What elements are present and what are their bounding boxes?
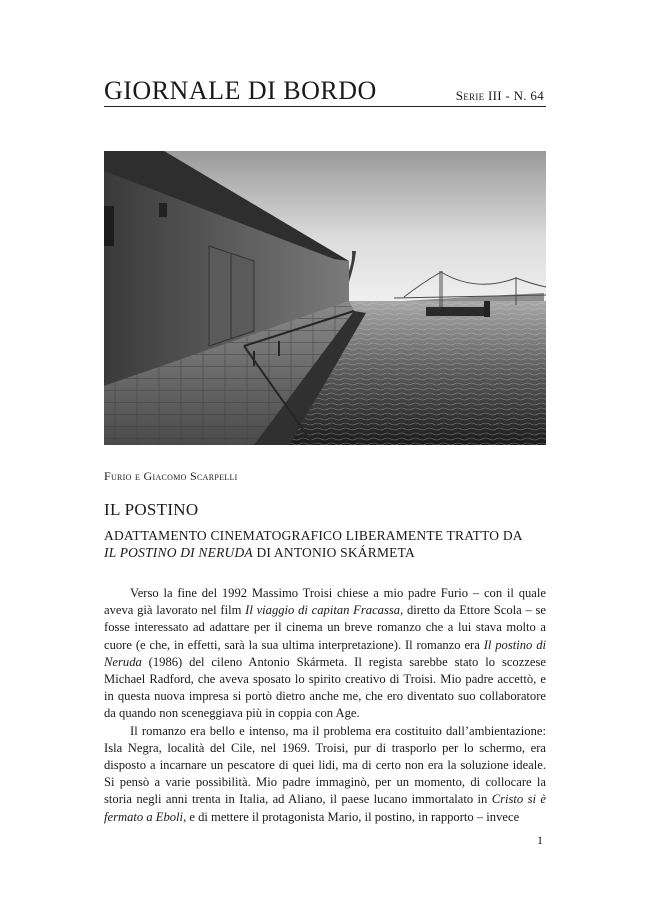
text-run: , diretto da Ettore Scola – se fosse interessato ad adattare per il cinema un breve romanzo che a lui stava molto a cuore (e che, in effetti, sarà la sua ultima interpretazione). Il romanzo era <box>104 603 547 652</box>
journal-header <box>104 76 546 107</box>
article-body <box>104 585 546 826</box>
text-run: , e di mettere il protagonista Mario, il postino, in rapporto – invece <box>183 809 520 824</box>
paragraph-2 <box>104 723 546 826</box>
series-issue: Serie III - N. 64 <box>455 88 544 103</box>
text-run: Il romanzo era bello e intenso, ma il problema era costituito dall’ambientazione: Isla Negra, località del Cile, nel 1969. Troisi, pur di trasporlo per lo schermo, era disposto a incarnare un pescatore di quei lidi, ma di certo non era la soluzione ideale. Si pensò a varie possibilità. Mio padre immaginò, per un momento, di collocare la storia negli anni trenta in Italia, ad Aliano, il paese lucano immortalato in <box>104 723 546 807</box>
text-run: (1986) del cileno Antonio Skármeta. Il regista sarebbe stato lo scozzese Michael Radford, che aveva sposato lo spirito creativo di Troisi. Mio padre accettò, e in questa nuova impresa si portò dietro anche me, che ero diventato suo collaboratore da quando non sceneggiava più in coppia con Age. <box>104 654 546 721</box>
subtitle-line-2: DI ANTONIO SKÁRMETA <box>252 545 415 560</box>
subtitle-line-1: ADATTAMENTO CINEMATOGRAFICO LIBERAMENTE TRATTO DA <box>104 528 523 543</box>
article-title: IL POSTINO <box>104 500 199 519</box>
subtitle-book-title: IL POSTINO DI NERUDA <box>104 545 253 560</box>
paragraph-1 <box>104 585 546 723</box>
italic-title: Il postino di Neruda <box>104 637 547 669</box>
article-subtitle <box>104 527 546 561</box>
text-run: Verso la fine del 1992 Massimo Troisi chiese a mio padre Furio – con il quale aveva già lavorato nel film <box>104 586 546 618</box>
journal-title: GIORNALE DI BORDO <box>104 76 377 105</box>
italic-title: Cristo si è fermato a Eboli <box>104 792 546 824</box>
italic-title: Il viaggio di capitan Fracassa <box>245 603 401 618</box>
harbour-pier-photo <box>104 151 546 445</box>
article-authors: Furio e Giacomo Scarpelli <box>104 469 238 483</box>
page-number: 1 <box>537 833 543 847</box>
